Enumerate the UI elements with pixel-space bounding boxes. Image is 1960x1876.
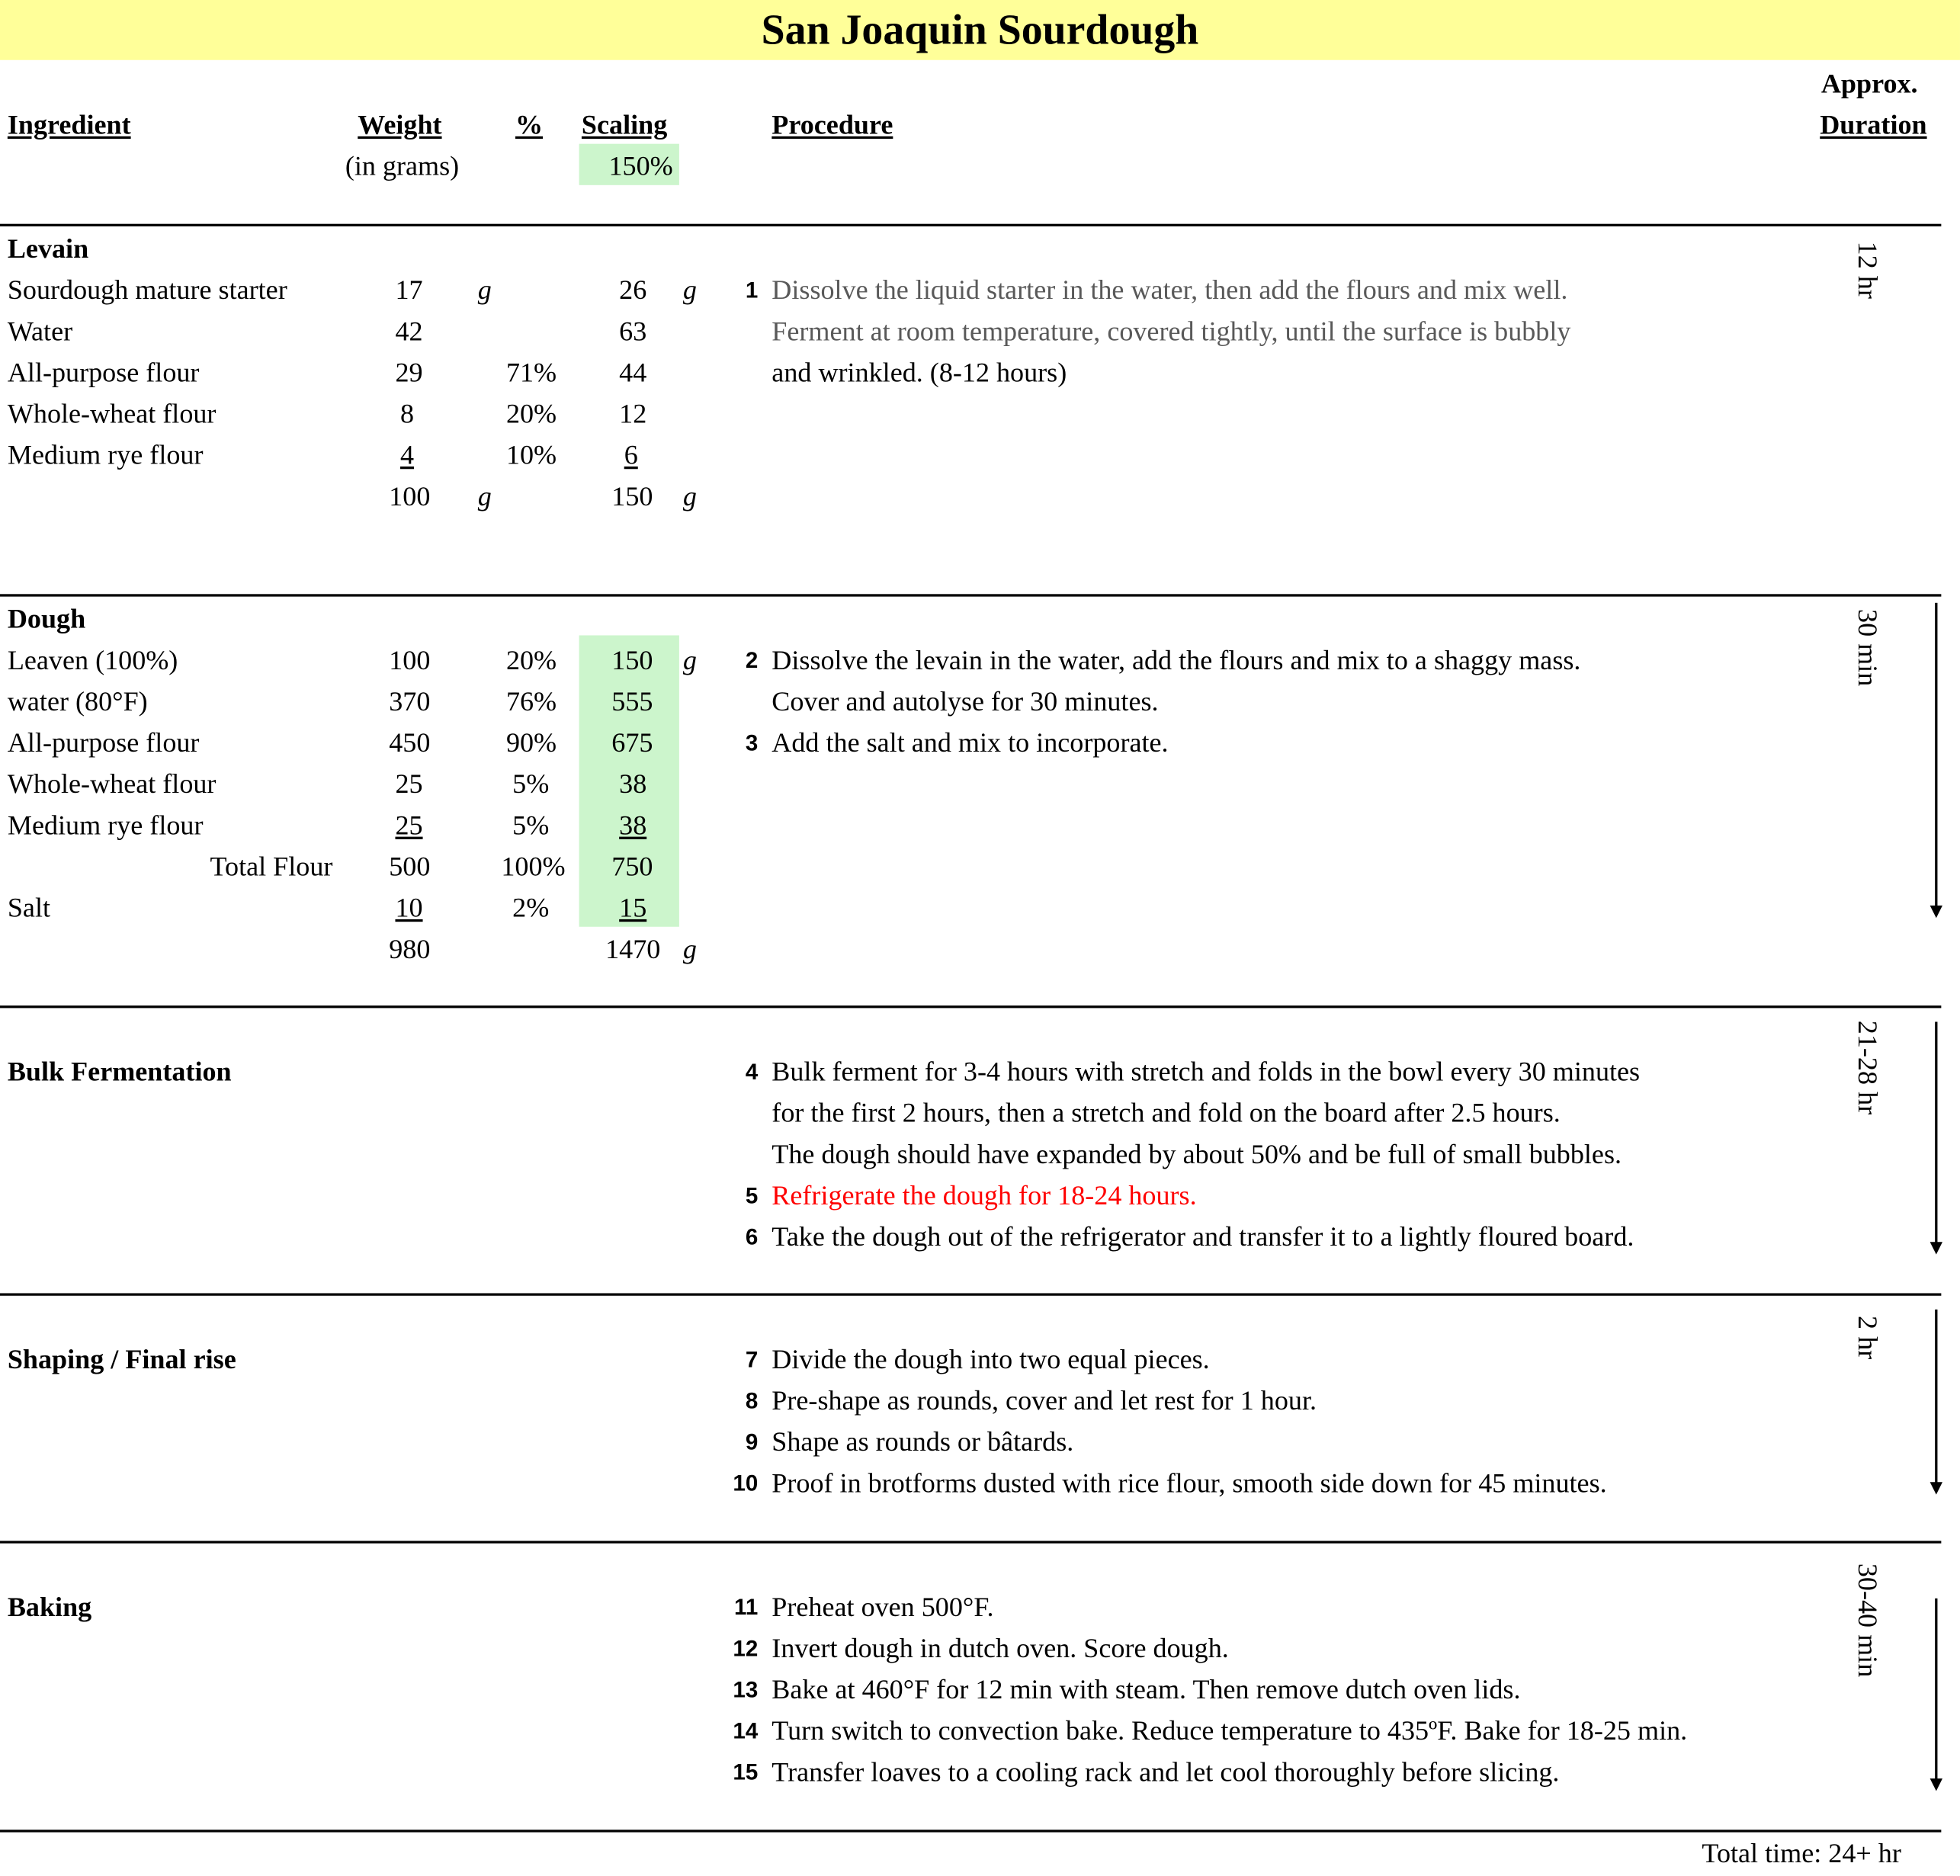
ingredient-name: Leaven (100%) xyxy=(7,643,178,675)
step-text: Proof in brotforms dusted with rice flour, smooth side down for 45 minutes. xyxy=(771,1467,1607,1499)
step-text: Divide the dough into two equal pieces. xyxy=(771,1343,1210,1375)
total-weight: 980 xyxy=(389,932,431,964)
header-weight: Weight xyxy=(358,108,442,140)
step-text: and wrinkled. (8-12 hours) xyxy=(771,356,1067,388)
ingredient-name: All-purpose flour xyxy=(7,356,200,388)
duration-shaping: 2 hr xyxy=(1852,1316,1884,1360)
step-number: 9 xyxy=(745,1429,759,1455)
ingredient-weight: 100 xyxy=(389,643,431,675)
duration-dough: 30 min xyxy=(1852,609,1884,687)
step-number: 8 xyxy=(745,1388,759,1413)
duration-arrow xyxy=(1935,603,1937,916)
step-text: Bulk ferment for 3-4 hours with stretch and folds in the bowl every 30 minutes xyxy=(771,1055,1641,1087)
step-number: 4 xyxy=(745,1059,759,1085)
page-title: San Joaquin Sourdough xyxy=(761,7,1199,54)
header-duration-line2: Duration xyxy=(1820,108,1927,140)
ingredient-scaled: 555 xyxy=(611,685,653,717)
ingredient-weight: 25 xyxy=(395,768,423,800)
ingredient-percent: 71% xyxy=(505,356,557,388)
divider xyxy=(0,1830,1941,1832)
weight-unit-note: (in grams) xyxy=(345,149,460,181)
divider xyxy=(0,1005,1941,1008)
ingredient-name: Medium rye flour xyxy=(7,438,204,470)
step-text: Bake at 460°F for 12 min with steam. Then remove dutch oven lids. xyxy=(771,1673,1521,1705)
ingredient-name: Whole-wheat flour xyxy=(7,768,217,800)
step-text: Invert dough in dutch oven. Score dough. xyxy=(771,1632,1229,1664)
header-percent: % xyxy=(515,108,544,140)
ingredient-scaled: 38 xyxy=(619,768,647,800)
ingredient-scaled: 750 xyxy=(611,850,653,882)
ingredient-scaled: 6 xyxy=(624,438,638,470)
step-text: Pre-shape as rounds, cover and let rest for 1 hour. xyxy=(771,1384,1317,1416)
weight-unit: g xyxy=(477,480,492,512)
divider xyxy=(0,1293,1941,1295)
ingredient-scaled: 44 xyxy=(619,356,647,388)
header-procedure: Procedure xyxy=(771,108,893,140)
step-number: 10 xyxy=(733,1470,759,1496)
step-number: 1 xyxy=(745,277,759,303)
scaled-unit: g xyxy=(682,643,697,675)
ingredient-scaled: 63 xyxy=(619,315,647,347)
step-text: for the first 2 hours, then a stretch and fold on the board after 2.5 hours. xyxy=(771,1096,1561,1128)
duration-arrow xyxy=(1935,1310,1937,1493)
header-ingredient: Ingredient xyxy=(7,108,131,140)
ingredient-weight: 25 xyxy=(395,809,423,841)
ingredient-scaled: 26 xyxy=(619,274,647,306)
ingredient-percent: 5% xyxy=(512,809,550,841)
scaled-unit: g xyxy=(682,480,697,512)
ingredient-percent: 10% xyxy=(505,438,557,470)
ingredient-weight: 450 xyxy=(389,726,431,758)
step-text: Preheat oven 500°F. xyxy=(771,1590,994,1622)
step-text: The dough should have expanded by about 50% and be full of small bubbles. xyxy=(771,1138,1622,1170)
ingredient-weight: 29 xyxy=(395,356,423,388)
ingredient-weight: 4 xyxy=(400,438,415,470)
total-weight: 100 xyxy=(389,480,431,512)
weight-unit: g xyxy=(477,274,492,306)
duration-arrow xyxy=(1935,1599,1937,1788)
section-title-dough: Dough xyxy=(7,602,86,634)
ingredient-name: All-purpose flour xyxy=(7,726,200,758)
step-number: 7 xyxy=(745,1347,759,1372)
step-number: 3 xyxy=(745,730,759,755)
ingredient-name: Medium rye flour xyxy=(7,809,204,841)
step-text: Add the salt and mix to incorporate. xyxy=(771,726,1169,758)
step-text: Dissolve the levain in the water, add the flours and mix to a shaggy mass. xyxy=(771,643,1581,675)
step-text: Ferment at room temperature, covered tightly, until the surface is bubbly xyxy=(771,315,1571,347)
duration-levain: 12 hr xyxy=(1852,241,1884,299)
divider xyxy=(0,1541,1941,1543)
ingredient-weight: 8 xyxy=(400,397,415,429)
step-text: Dissolve the liquid starter in the water, then add the flours and mix well. xyxy=(771,274,1568,306)
step-number: 14 xyxy=(733,1718,759,1744)
header-scaling: Scaling xyxy=(581,108,668,140)
step-text: Turn switch to convection bake. Reduce temperature to 435ºF. Bake for 18-25 min. xyxy=(771,1714,1688,1746)
ingredient-name: Sourdough mature starter xyxy=(7,274,287,306)
scaled-unit: g xyxy=(682,932,697,964)
step-number: 15 xyxy=(733,1759,759,1785)
ingredient-percent: 20% xyxy=(505,397,557,429)
step-number: 11 xyxy=(734,1594,759,1620)
ingredient-percent: 5% xyxy=(512,768,550,800)
ingredient-weight: 17 xyxy=(395,274,423,306)
ingredient-weight: 42 xyxy=(395,315,423,347)
ingredient-weight: 370 xyxy=(389,685,431,717)
ingredient-percent: 100% xyxy=(501,850,566,882)
step-number: 2 xyxy=(745,647,759,673)
divider xyxy=(0,224,1941,226)
ingredient-percent: 76% xyxy=(505,685,557,717)
ingredient-scaled: 12 xyxy=(619,397,647,429)
ingredient-name: Water xyxy=(7,315,73,347)
step-text: Transfer loaves to a cooling rack and let cool thoroughly before slicing. xyxy=(771,1756,1560,1788)
step-number: 12 xyxy=(733,1636,759,1661)
total-time: Total time: 24+ hr xyxy=(1702,1837,1901,1869)
step-number: 5 xyxy=(745,1183,759,1208)
ingredient-name: water (80°F) xyxy=(7,685,148,717)
ingredient-weight: 10 xyxy=(395,891,423,923)
ingredient-scaled: 15 xyxy=(619,891,647,923)
step-number: 6 xyxy=(745,1224,759,1250)
header-duration-line1: Approx. xyxy=(1820,67,1918,99)
section-title-baking: Baking xyxy=(7,1590,92,1622)
ingredient-name: Total Flour xyxy=(210,850,333,882)
step-number: 13 xyxy=(733,1677,759,1702)
section-title-levain: Levain xyxy=(7,232,89,265)
divider xyxy=(0,594,1941,596)
ingredient-percent: 20% xyxy=(505,643,557,675)
total-scaled: 150 xyxy=(611,480,653,512)
duration-baking: 30-40 min xyxy=(1852,1563,1884,1678)
total-scaled: 1470 xyxy=(605,932,661,964)
section-title-shaping: Shaping / Final rise xyxy=(7,1343,236,1375)
step-text: Cover and autolyse for 30 minutes. xyxy=(771,685,1159,717)
ingredient-weight: 500 xyxy=(389,850,431,882)
step-text: Shape as rounds or bâtards. xyxy=(771,1425,1074,1458)
ingredient-scaled: 675 xyxy=(611,726,653,758)
ingredient-scaled: 38 xyxy=(619,809,647,841)
ingredient-scaled: 150 xyxy=(611,643,653,675)
duration-arrow xyxy=(1935,1021,1937,1252)
ingredient-name: Whole-wheat flour xyxy=(7,397,217,429)
ingredient-percent: 2% xyxy=(512,891,550,923)
section-title-bulk: Bulk Fermentation xyxy=(7,1055,232,1087)
step-text: Take the dough out of the refrigerator and transfer it to a lightly floured board. xyxy=(771,1220,1634,1252)
ingredient-percent: 90% xyxy=(505,726,557,758)
scaling-factor[interactable]: 150% xyxy=(608,149,673,181)
scaled-unit: g xyxy=(682,274,697,306)
duration-bulk: 21-28 hr xyxy=(1852,1020,1884,1115)
step-text-warning: Refrigerate the dough for 18-24 hours. xyxy=(771,1179,1197,1211)
ingredient-name: Salt xyxy=(7,891,51,923)
